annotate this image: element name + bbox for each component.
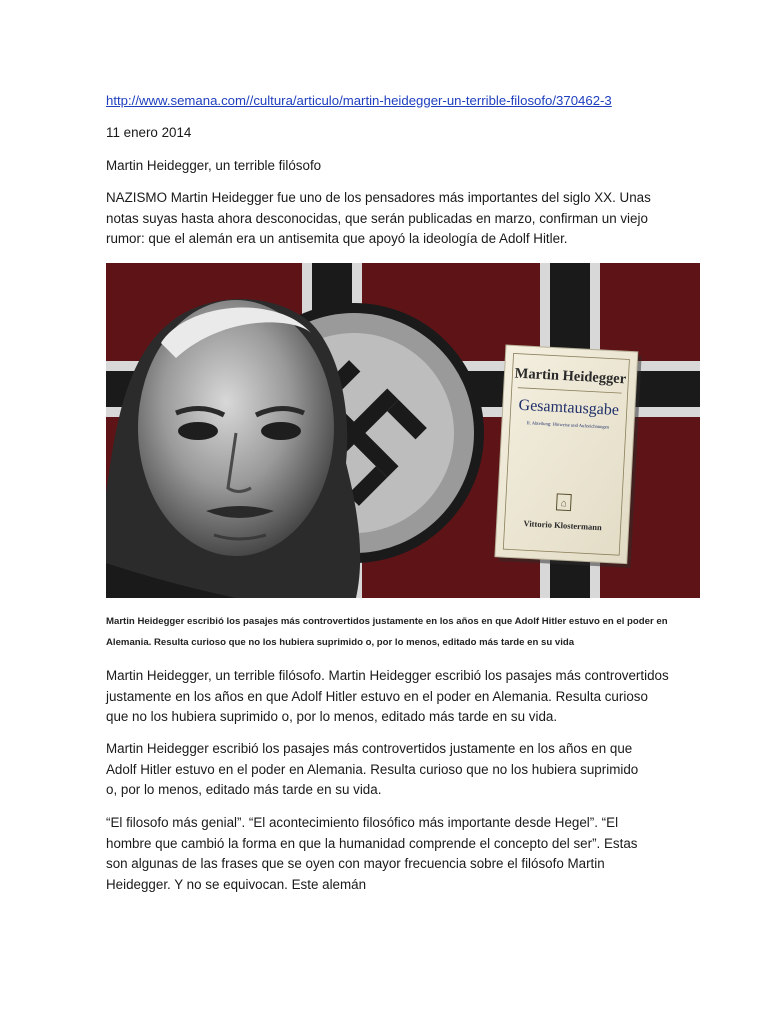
svg-text:⌂: ⌂ — [560, 498, 568, 510]
book-subtitle-text: II. Abteilung: Hinweise und Aufzeichnungen — [526, 420, 610, 430]
article-photo — [106, 263, 700, 598]
article-lead: NAZISMO Martin Heidegger fue uno de los pensadores más importantes del siglo XX. Unas notas suyas hasta ahora desconocidas, que serán publicadas en marzo, confirman un viejo rumor: que el alemán era un antisemita que apoyó la ideología de Adolf Hitler. — [106, 190, 651, 246]
book-title-text: Gesamtausgabe — [518, 396, 620, 419]
body-paragraph-1: Martin Heidegger, un terrible filósofo. Martin Heidegger escribió los pasajes más controvertidos justamente en los años en que Adolf Hitler estuvo en el poder en Alemania. Resulta curioso que no los hubiera suprimido o, por lo menos, editado más tarde en su vida. — [106, 668, 669, 724]
book-publisher-text: Vittorio Klostermann — [523, 518, 603, 533]
article-date: 11 enero 2014 — [106, 125, 192, 140]
article-title: Martin Heidegger, un terrible filósofo — [106, 158, 322, 173]
body-paragraph-2: Martin Heidegger escribió los pasajes más controvertidos justamente en los años en que Adolf Hitler estuvo en el poder en Alemania. Resulta curioso que no los hubiera suprimido o, por lo menos, editado más tarde en su vida. — [106, 741, 639, 797]
photo-caption: Martin Heidegger escribió los pasajes más controvertidos justamente en los años en que Adolf Hitler estuvo en el poder en Alemania. Resulta curioso que no los hubiera suprimido o, por lo menos, editado más tarde en su vida — [106, 615, 668, 648]
body-paragraph-3: “El filosofo más genial”. “El acontecimiento filosófico más importante desde Hegel”. “El hombre que cambió la forma en que la humanidad comprende el concepto del ser”. Estas son algunas de las frases que se oyen con mayor frecuencia sobre el filósofo Martin Heidegger. Y no se equivocan. Este alemán — [106, 815, 638, 892]
book-cover — [495, 345, 642, 568]
source-url-link[interactable]: http://www.semana.com//cultura/articulo/martin-heidegger-un-terrible-filosofo/370462-3 — [106, 93, 612, 108]
book-author-text: Martin Heidegger — [514, 365, 627, 388]
